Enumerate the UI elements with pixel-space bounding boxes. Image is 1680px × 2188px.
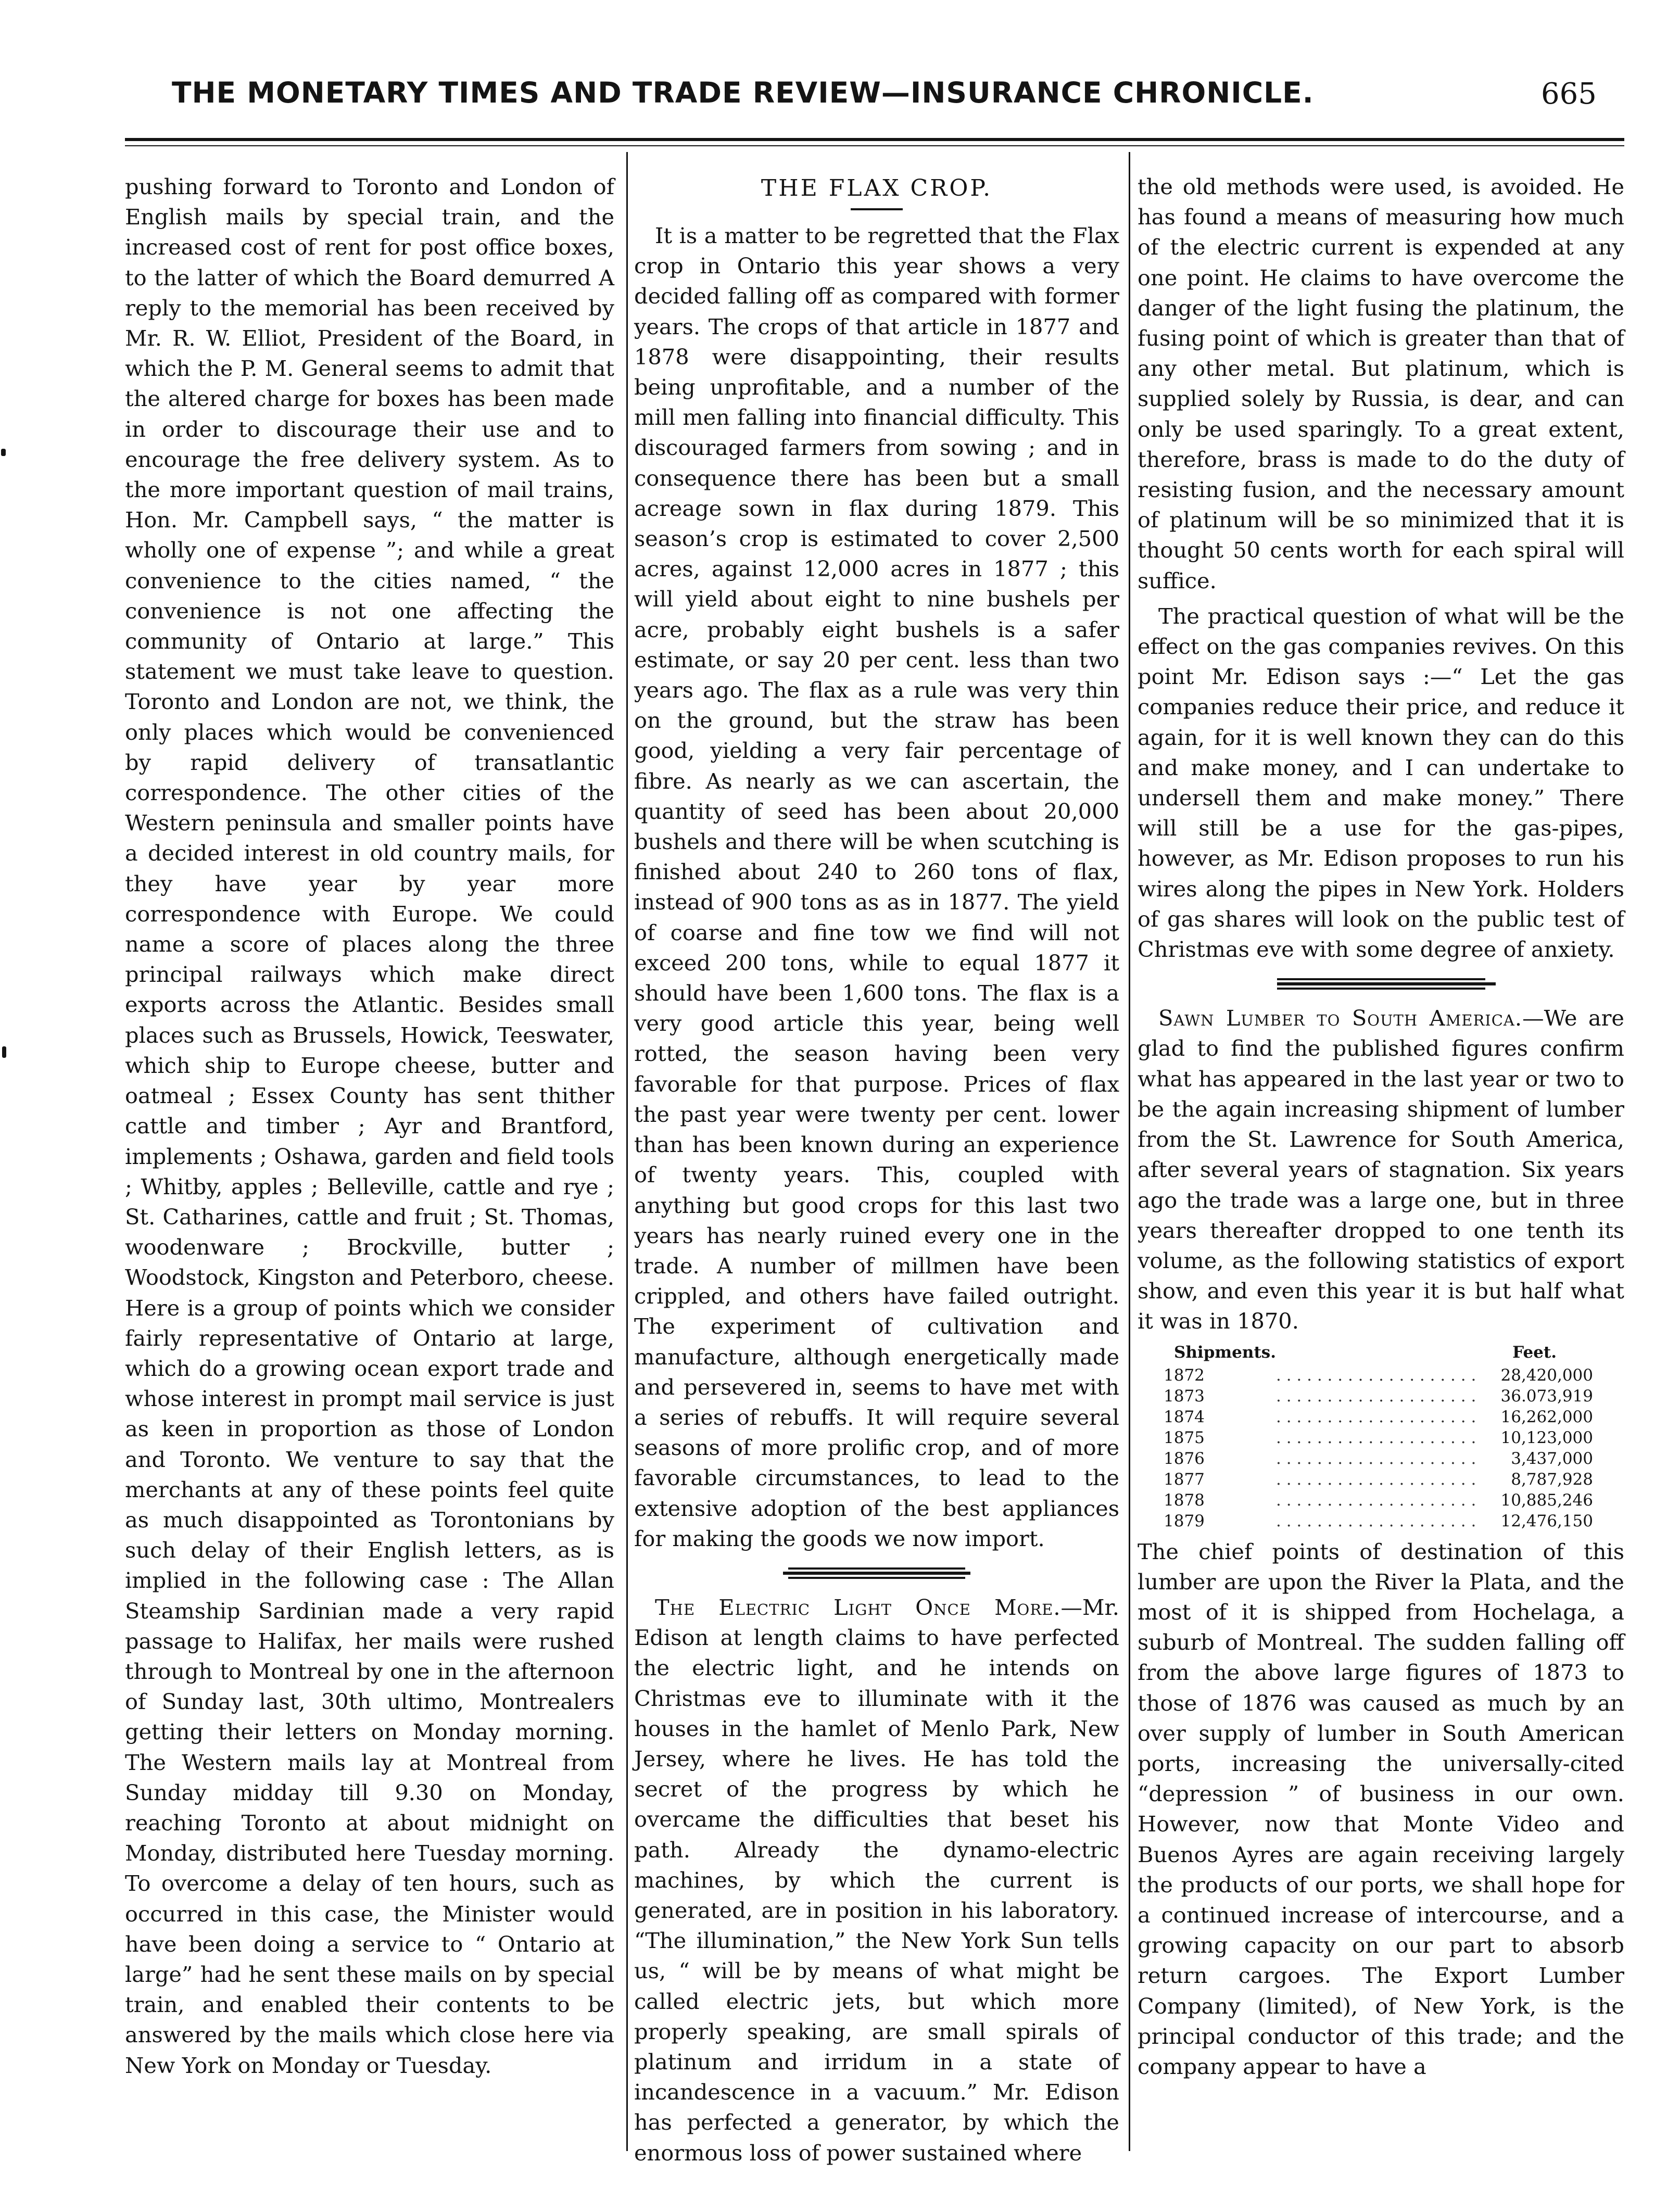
table-cell-feet: 10,123,000 <box>1500 1428 1593 1447</box>
table-dot-leader: . . . . . . . . . . . . . . . . . . . . <box>1276 1449 1476 1468</box>
header-rule-thin <box>125 145 1624 146</box>
column-3 <box>1138 172 1624 2150</box>
table-cell-year: 1876 <box>1164 1449 1205 1468</box>
table-header-row <box>1138 1342 1624 1365</box>
gas-companies-paragraph: The practical question of what will be the effect on the gas companies revives. On this point Mr. Edison says :—“ Let the gas companies reduce their price, and reduce it again, for it is well known they can do this and make money, and I can undertake to undersell them and make money.” There will still be a use for the gas-pipes, however, as Mr. Edison proposes to run his wires along the pipes in New York. Holders of gas shares will look on the public test of Christmas eve with some degree of anxiety. <box>1138 603 1624 963</box>
sawn-lumber-text: —We are glad to find the published figures confirm what has appeared in the last year or two to be the again increasing shipment of lumber from the St. Lawrence for South America, after several years of stagnation. Six years ago the trade was a large one, but in three years thereafter dropped to one tenth its volume, as the following statistics of export show, and even this year it is but half what it was in 1870. <box>1138 1005 1624 1334</box>
title-rule <box>851 208 903 210</box>
section-divider-ornament <box>1277 978 1485 990</box>
table-row <box>1138 1448 1624 1469</box>
mail-service-paragraph: pushing forward to Toronto and London of English mails by special train, and the increased cost of rent for post office boxes, to the latter of which the Board demurred A reply to the memorial has been received by Mr. R. W. Elliot, President of the Board, in which the P. M. General seems to admit that the altered charge for boxes has been made in order to discourage their use and to encourage the free delivery system. As to the more important question of mail trains, Hon. Mr. Campbell says, “ the matter is wholly one of expense ”; and while a great convenience to the cities named, “ the convenience is not one affecting the community of Ontario at large.” This statement we must take leave to question. Toronto and London are not, we think, the only places which would be convenienced by rapid delivery of transatlantic correspondence. The other cities of the Western peninsula and smaller points have a decided interest in old country mails, for they have year by year more correspondence with Europe. We could name a score of places along the three principal railways which make direct exports across the Atlantic. Besides small places such as Brussels, Howick, Teeswater, which ship to Europe cheese, butter and oatmeal ; Essex County has sent thither cattle and timber ; Ayr and Brantford, implements ; Oshawa, garden and field tools ; Whitby, apples ; Belleville, cattle and rye ; St. Catharines, cattle and fruit ; St. Thomas, woodenware ; Brockville, butter ; Woodstock, Kingston and Peterboro, cheese. Here is a group of points which we consider fairly representative of Ontario at large, which do a growing ocean export trade and whose interest in prompt mail service is just as keen in proportion as those of London and Toronto. We venture to say that the merchants at any of these points feel quite as much disappointed as Torontonians by such delay of their English letters, as is implied in the following case : The Allan Steamship Sardinian made a very rapid passage to Halifax, her mails were rushed through to Montreal by one in the afternoon of Sunday last, 30th ultimo, Montrealers getting their letters on Monday morning. The Western mails lay at Montreal from Sunday midday till 9.30 on Monday, reaching Toronto at about midnight on Monday, distributed here Tuesday morning. To overcome a delay of ten hours, such as occurred in this case, the Minister would have been doing a service to “ Ontario at large” had he sent these mails on by special train, and enabled their contents to be answered by the mails which close here via New York on Monday or Tuesday. <box>125 174 614 2078</box>
flax-crop-paragraph: It is a matter to be regretted that the Flax crop in Ontario this year shows a very decided falling off as compared with former years. The crops of that article in 1877 and 1878 were disappointing, their results being unprofitable, and a number of the mill men falling into financial difficulty. This discouraged farmers from sowing ; and in consequence there has been but a small acreage sown in flax during 1879. This season’s crop is estimated to cover 2,500 acres, against 12,000 acres in 1877 ; this will yield about eight to nine bushels per acre, probably eight bushels is a safer estimate, or say 20 per cent. less than two years ago. The flax as a rule was very thin on the ground, but the straw has been good, yielding a very fair percentage of fibre. As nearly as we can ascertain, the quantity of seed has been about 20,000 bushels and there will be when scutching is finished about 240 to 260 tons of flax, instead of 900 tons as as in 1877. The yield of coarse and fine tow we find will not exceed 200 tons, while to equal 1877 it should have been 1,600 tons. The flax is a very good article this year, being well rotted, the season having been very favorable for that purpose. Prices of flax the past year were twenty per cent. lower than has been known during an experience of twenty years. This, coupled with anything but good crops for this last two years has nearly ruined every one in the trade. A number of millmen have been crippled, and others have failed outright. The experiment of cultivation and manufacture, although energetically made and persevered in, seems to have met with a series of rebuffs. It will require several seasons of more prolific crop, and of more favorable circumstances, to lead to the extensive adoption of the best appliances for making the goods we now import. <box>634 223 1119 1551</box>
column-2 <box>634 172 1119 2166</box>
table-dot-leader: . . . . . . . . . . . . . . . . . . . . <box>1276 1407 1476 1426</box>
table-header-shipments: Shipments. <box>1174 1343 1277 1362</box>
table-row <box>1138 1386 1624 1407</box>
section-divider-ornament <box>773 1567 981 1579</box>
table-cell-year: 1873 <box>1164 1386 1205 1406</box>
running-header-title: THE MONETARY TIMES AND TRADE REVIEW—INSURANCE CHRONICLE. <box>172 76 1314 109</box>
table-cell-feet: 8,787,928 <box>1511 1470 1593 1489</box>
table-cell-year: 1874 <box>1164 1407 1205 1426</box>
sawn-lumber-paragraph <box>1138 1003 1624 1336</box>
column-1 <box>125 172 614 2150</box>
table-cell-feet: 10,885,246 <box>1500 1490 1593 1510</box>
electric-light-heading: The Electric Light Once More. <box>655 1594 1061 1620</box>
table-cell-feet: 28,420,000 <box>1500 1365 1593 1385</box>
table-cell-year: 1872 <box>1164 1365 1205 1385</box>
table-cell-year: 1878 <box>1164 1490 1205 1510</box>
table-dot-leader: . . . . . . . . . . . . . . . . . . . . <box>1276 1511 1476 1531</box>
table-dot-leader: . . . . . . . . . . . . . . . . . . . . <box>1276 1386 1476 1406</box>
table-cell-feet: 12,476,150 <box>1500 1511 1593 1531</box>
table-row <box>1138 1469 1624 1490</box>
table-row <box>1138 1365 1624 1386</box>
table-cell-feet: 3,437,000 <box>1511 1449 1593 1468</box>
header-rule-thick <box>125 138 1624 141</box>
page-number: 665 <box>1541 77 1597 111</box>
column-divider-right <box>1129 152 1130 2151</box>
table-cell-year: 1877 <box>1164 1470 1205 1489</box>
lumber-destinations-paragraph: The chief points of destination of this lumber are upon the River la Plata, and the most of it is shipped from Hochelaga, a suburb of Montreal. The sudden falling off from the above large figures of 1873 to those of 1876 was caused as much by an over supply of lumber in South American ports, increasing the universally-cited “depression ” of business in our own. However, now that Monte Video and Buenos Ayres are again receiving largely the products of our ports, we shall hope for a continued increase of intercourse, and a growing capacity on our part to absorb return cargoes. The Export Lumber Company (limited), of New York, is the principal conductor of this trade; and the company appear to have a <box>1138 1538 1624 2079</box>
flax-crop-title: THE FLAX CROP. <box>761 175 993 201</box>
table-cell-feet: 36.073,919 <box>1500 1386 1593 1406</box>
column-divider-left <box>626 152 628 2151</box>
table-row <box>1138 1490 1624 1511</box>
table-cell-year: 1879 <box>1164 1511 1205 1531</box>
table-cell-year: 1875 <box>1164 1428 1205 1447</box>
table-header-spacer <box>1276 1342 1491 1365</box>
table-row <box>1138 1427 1624 1448</box>
sawn-lumber-heading: Sawn Lumber to South America. <box>1158 1005 1523 1031</box>
table-dot-leader: . . . . . . . . . . . . . . . . . . . . <box>1276 1365 1476 1385</box>
margin-mark <box>2 1046 6 1058</box>
table-dot-leader: . . . . . . . . . . . . . . . . . . . . <box>1276 1490 1476 1510</box>
electric-light-continuation: the old methods were used, is avoided. He has found a means of measuring how much of the electric current is expended at any one point. He claims to have overcome the danger of the light fusing the platinum, the fusing point of which is greater than that of any other metal. But platinum, which is supplied solely by Russia, is dear, and can only be used sparingly. To a great extent, therefore, brass is made to do the duty of resisting fusion, and the necessary amount of platinum will be so minimized that it is thought 50 cents worth for each spiral will suffice. <box>1138 174 1624 593</box>
table-cell-feet: 16,262,000 <box>1500 1407 1593 1426</box>
table-header-feet: Feet. <box>1512 1343 1557 1362</box>
margin-mark <box>1 449 6 456</box>
electric-light-text: —Mr. Edison at length claims to have perfected the electric light, and he intends on Christmas eve to illuminate with it the houses in the hamlet of Menlo Park, New Jersey, where he lives. He has told the secret of the progress by which he overcame the difficulties that beset his path. Already the dynamo-electric machines, by which the current is generated, are in position in his laboratory. “The illumination,” the New York Sun tells us, “ will be by means of what might be called electric jets, but which more properly speaking, are small spirals of platinum and irridum in a state of incandescence in a vacuum.” Mr. Edison has perfected a generator, by which the enormous loss of power sustained where <box>634 1594 1119 2166</box>
table-row <box>1138 1407 1624 1427</box>
table-row <box>1138 1511 1624 1532</box>
electric-light-paragraph <box>634 1592 1119 2168</box>
table-dot-leader: . . . . . . . . . . . . . . . . . . . . <box>1276 1470 1476 1489</box>
table-dot-leader: . . . . . . . . . . . . . . . . . . . . <box>1276 1428 1476 1447</box>
lumber-shipments-table <box>1138 1342 1624 1532</box>
